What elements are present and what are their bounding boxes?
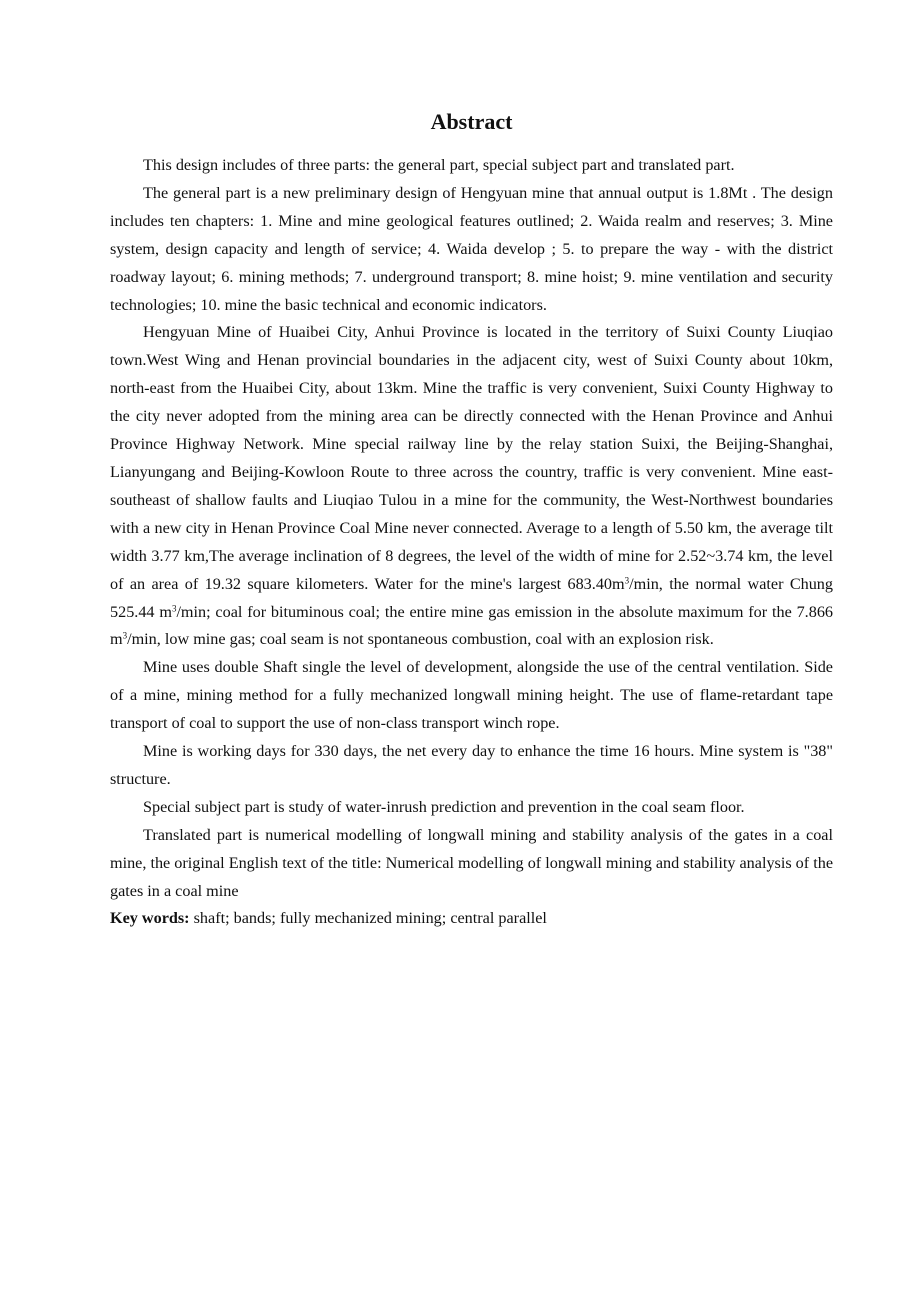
keywords-label: Key words: [110,909,190,928]
superscript-3: 3 [122,631,128,642]
mine-description-text-c: /min; coal for bituminous coal; the entire mine gas emission in the absolute maximum for the 7.866 m [110,602,834,649]
paragraph-working-days: Mine is working days for 330 days, the net every day to enhance the time 16 hours. Mine system is "38" structure. [110,742,833,788]
mine-description-text-a: Hengyuan Mine of Huaibei City, Anhui Province is located in the territory of Suixi County Liuqiao town.West Wing and Henan provincial boundaries in the adjacent city, west of Suixi County about 10km, north-east from the Huaibei City, about 13km. Mine the traffic is very convenient, Suixi County Highway to the city never adopted from the mining area can be directly connected with the Henan Province and Anhui Province Highway Network. Mine special railway line by the relay station Suixi, the Beijing-Shanghai, Lianyungang and Beijing-Kowloon Route to three across the country, traffic is very convenient. Mine east-southeast of shallow faults and Liuqiao Tulou in a mine for the community, the West-Northwest boundaries with a new city in Henan Province Coal Mine never connected. Average to a length of 5.50 km, the average tilt width 3.77 km,The average inclination of 8 degrees, the level of the width of mine for 2.52~3.74 km, the level of an area of 19.32 square kilometers. Water for the mine's largest 683.40m [110,323,833,593]
page-title: Abstract [430,109,513,134]
keywords-text: shaft; bands; fully mechanized mining; central parallel [189,909,547,928]
paragraph-overview: This design includes of three parts: the general part, special subject part and translated part. [143,156,735,174]
superscript-3: 3 [171,603,177,614]
keywords-line [110,905,833,933]
paragraph-general-part: The general part is a new preliminary design of Hengyuan mine that annual output is 1.8Mt . The design includes ten chapters: 1. Mine and mine geological features outlined; 2. Waida realm and reserves; 3. Mine system, design capacity and length of service; 4. Waida develop ; 5. to prepare the way - with the district roadway layout; 6. mining methods; 7. underground transport; 8. mine hoist; 9. mine ventilation and security technologies; 10. mine the basic technical and economic indicators. [110,183,833,314]
paragraph-special-subject: Special subject part is study of water-inrush prediction and prevention in the coal seam floor. [143,797,745,816]
paragraph-development: Mine uses double Shaft single the level of development, alongside the use of the central ventilation. Side of a mine, mining method for a fully mechanized longwall mining height. The use of flame-retardant tape transport of coal to support the use of non-class transport winch rope. [110,658,833,733]
superscript-3: 3 [624,575,630,586]
mine-description-text-b: /min, the normal water Chung 525.44 m [110,574,833,621]
mine-description-text-d: /min, low mine gas; coal seam is not spontaneous combustion, coal with an explosion risk. [127,630,714,649]
paragraph-mine-description [110,319,833,654]
paragraph-translated-part: Translated part is numerical modelling of longwall mining and stability analysis of the gates in a coal mine, the original English text of the title: Numerical modelling of longwall mining and stability analysis of the gates in a coal mine [110,825,833,900]
abstract-page [110,106,833,933]
